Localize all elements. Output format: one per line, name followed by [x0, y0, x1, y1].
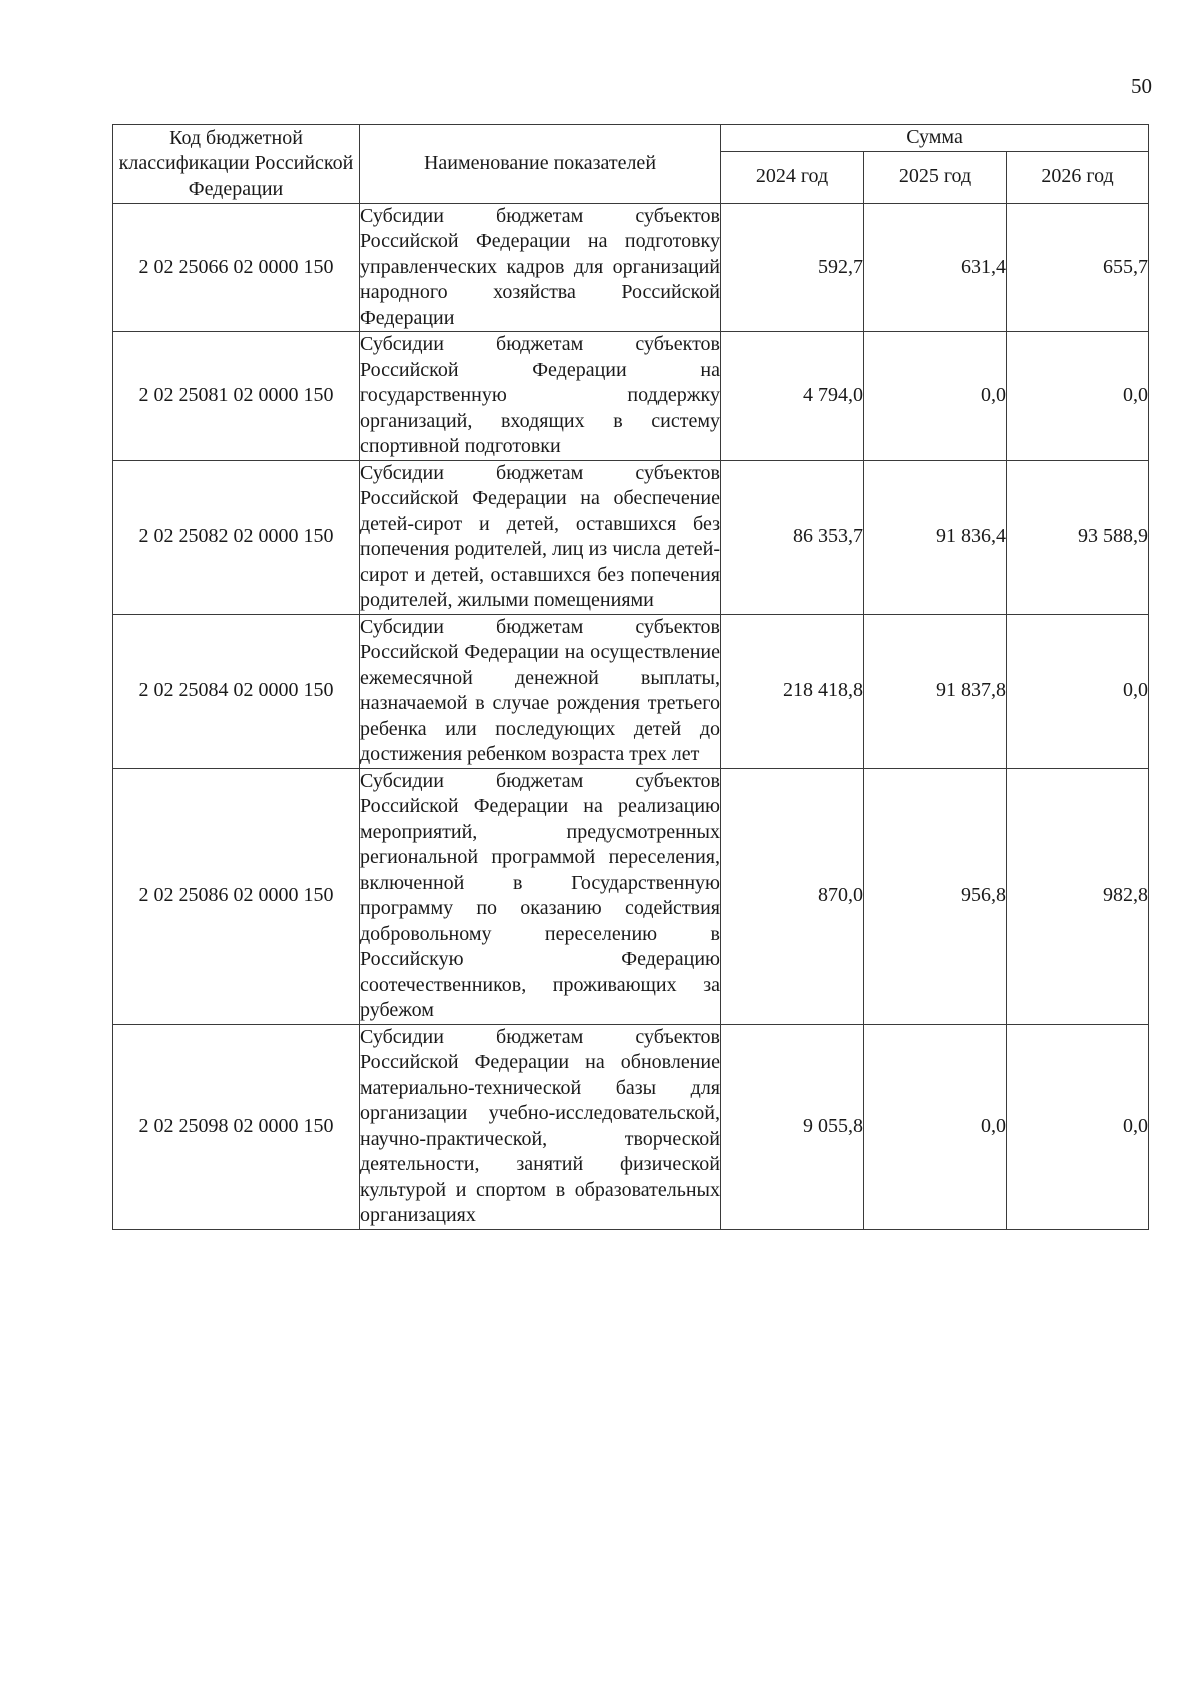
row-name: Субсидии бюджетам субъектов Российской Федерации на обеспечение детей-сирот и детей, оставшихся без попечения родителей, лиц из числа детей-сирот и детей, оставшихся без попечения родителей, жилыми помещениями — [360, 460, 721, 614]
row-value-2024: 870,0 — [721, 768, 864, 1024]
row-value-2026: 93 588,9 — [1007, 460, 1149, 614]
row-value-2026: 0,0 — [1007, 332, 1149, 461]
row-value-2024: 592,7 — [721, 203, 864, 332]
row-code: 2 02 25082 02 0000 150 — [113, 460, 360, 614]
header-year-2024: 2024 год — [721, 151, 864, 203]
row-name: Субсидии бюджетам субъектов Российской Федерации на осуществление ежемесячной денежной выплаты, назначаемой в случае рождения третьего ребенка или последующих детей до достижения ребенком возраста трех лет — [360, 614, 721, 768]
budget-table — [112, 124, 1149, 1230]
row-value-2025: 956,8 — [864, 768, 1007, 1024]
row-value-2026: 0,0 — [1007, 1024, 1149, 1229]
table-row — [113, 460, 1149, 614]
header-name: Наименование показателей — [360, 125, 721, 204]
row-name: Субсидии бюджетам субъектов Российской Федерации на реализацию мероприятий, предусмотренных региональной программой переселения, включенной в Государственную программу по оказанию содействия добровольному переселению в Российскую Федерацию соотечественников, проживающих за рубежом — [360, 768, 721, 1024]
header-year-2025: 2025 год — [864, 151, 1007, 203]
row-value-2025: 0,0 — [864, 1024, 1007, 1229]
header-code: Код бюджетной классификации Российской Федерации — [113, 125, 360, 204]
row-code: 2 02 25084 02 0000 150 — [113, 614, 360, 768]
row-value-2024: 9 055,8 — [721, 1024, 864, 1229]
row-value-2026: 982,8 — [1007, 768, 1149, 1024]
row-value-2024: 218 418,8 — [721, 614, 864, 768]
row-code: 2 02 25066 02 0000 150 — [113, 203, 360, 332]
row-value-2024: 4 794,0 — [721, 332, 864, 461]
row-name: Субсидии бюджетам субъектов Российской Федерации на обновление материально-технической базы для организации учебно-исследовательской, научно-практической, творческой деятельности, занятий физической культурой и спортом в образовательных организациях — [360, 1024, 721, 1229]
header-sum: Сумма — [721, 125, 1149, 152]
row-value-2026: 655,7 — [1007, 203, 1149, 332]
row-value-2025: 91 837,8 — [864, 614, 1007, 768]
header-year-2026: 2026 год — [1007, 151, 1149, 203]
row-value-2026: 0,0 — [1007, 614, 1149, 768]
table-row — [113, 768, 1149, 1024]
row-code: 2 02 25086 02 0000 150 — [113, 768, 360, 1024]
row-name: Субсидии бюджетам субъектов Российской Федерации на подготовку управленческих кадров для организаций народного хозяйства Российской Федерации — [360, 203, 721, 332]
row-value-2024: 86 353,7 — [721, 460, 864, 614]
row-value-2025: 0,0 — [864, 332, 1007, 461]
table-row — [113, 332, 1149, 461]
row-value-2025: 631,4 — [864, 203, 1007, 332]
row-value-2025: 91 836,4 — [864, 460, 1007, 614]
table-row — [113, 203, 1149, 332]
row-code: 2 02 25098 02 0000 150 — [113, 1024, 360, 1229]
row-name: Субсидии бюджетам субъектов Российской Федерации на государственную поддержку организаций, входящих в систему спортивной подготовки — [360, 332, 721, 461]
table-row — [113, 614, 1149, 768]
table-row — [113, 1024, 1149, 1229]
page-number: 50 — [1131, 74, 1152, 98]
row-code: 2 02 25081 02 0000 150 — [113, 332, 360, 461]
